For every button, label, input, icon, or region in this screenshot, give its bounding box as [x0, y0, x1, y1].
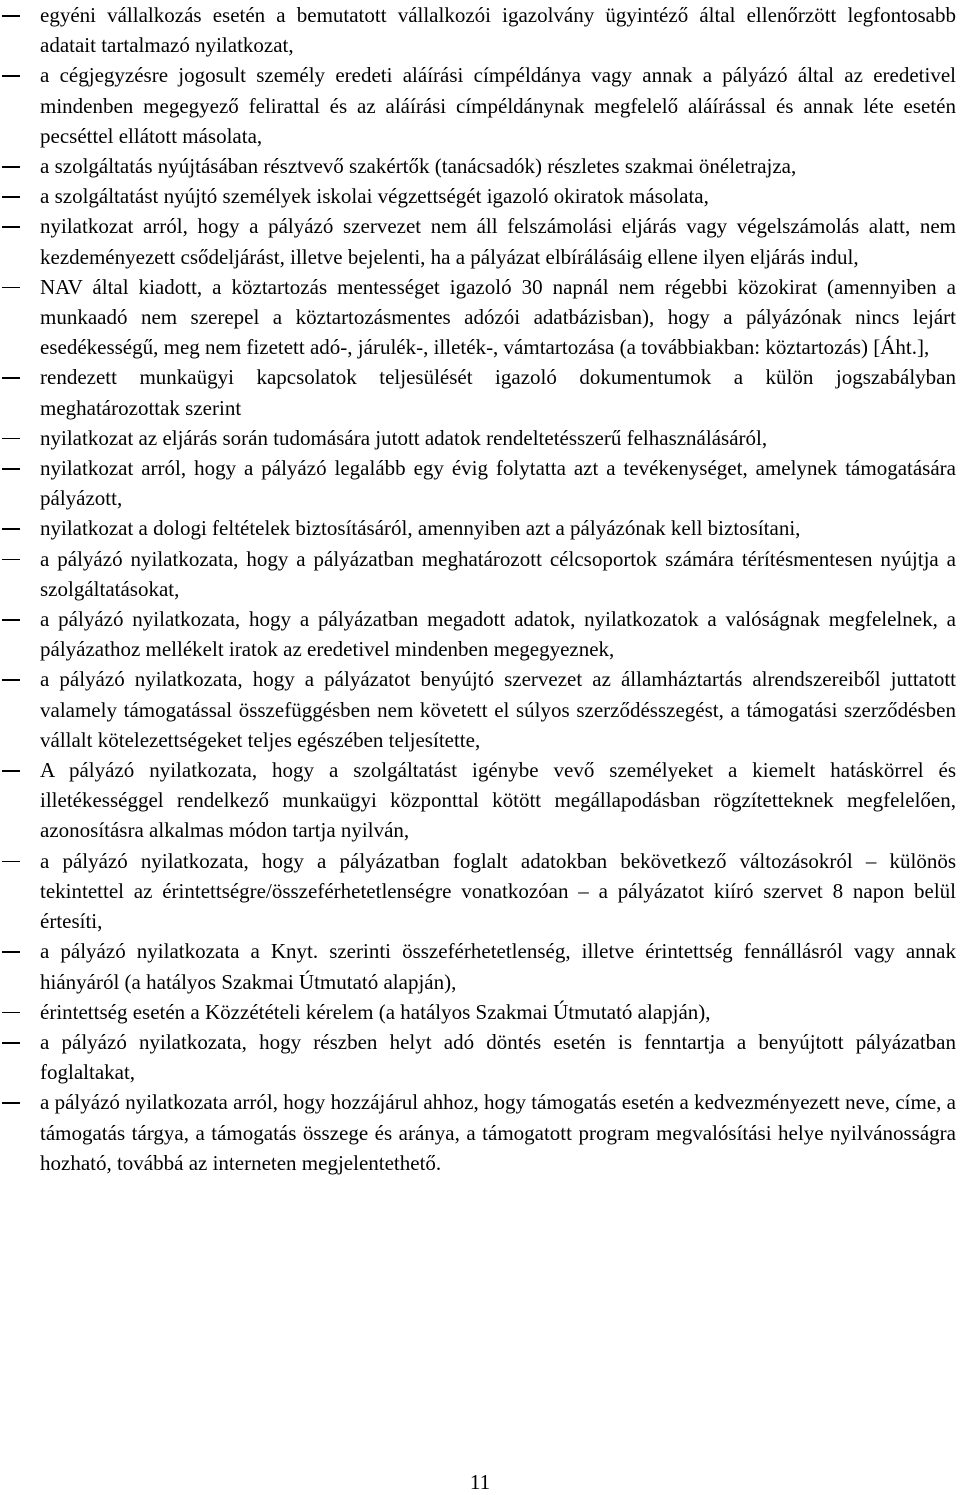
list-item — [40, 544, 956, 604]
list-item-text: a pályázó nyilatkozata, hogy a pályázatban foglalt adatokban bekövetkező változásokról – különös tekintettel az érintettségre/összeférhetetlenségre vonatkozóan – a pályázatot kiíró szervet 8 napon belül értesíti, — [40, 848, 956, 934]
list-item — [40, 272, 956, 363]
list-item-text: érintettség esetén a Közzétételi kérelem (a hatályos Szakmai Útmutató alapján), — [40, 999, 711, 1024]
list-item-text: a pályázó nyilatkozata, hogy a pályázatot benyújtó szervezet az államháztartás alrendszereiből juttatott valamely támogatással összefüggésben nem követett el súlyos szerződésszegést, a támogatási szerződésben vállalt kötelezettségeket teljes egészében teljesítette, — [40, 667, 956, 752]
list-item — [40, 936, 956, 996]
list-item — [40, 453, 956, 513]
list-item — [40, 211, 956, 271]
list-item-text: A pályázó nyilatkozata, hogy a szolgáltatást igénybe vevő személyeket a kiemelt hatáskörrel és illetékességgel rendelkező munkaügyi központtal kötött megállapodásban rögzítetteknek megfelelően, azonosításra alkalmas módon tartja nyilván, — [40, 758, 956, 843]
list-item-text: nyilatkozat az eljárás során tudomására jutott adatok rendeltetésszerű felhasználásáról, — [40, 425, 768, 450]
list-item — [40, 997, 956, 1027]
list-item-text: a szolgáltatást nyújtó személyek iskolai végzettségét igazoló okiratok másolata, — [40, 184, 709, 209]
list-item — [40, 0, 956, 60]
list-item — [40, 423, 956, 453]
list-item — [40, 755, 956, 846]
list-item — [40, 846, 956, 937]
list-item-text: a pályázó nyilatkozata a Knyt. szerinti összeférhetetlenség, illetve érintettség fennállásról vagy annak hiányáról (a hatályos Szakmai Útmutató alapján), — [40, 939, 956, 994]
list-item — [40, 1087, 956, 1178]
list-item-text: a pályázó nyilatkozata, hogy a pályázatban meghatározott célcsoportok számára térítésmentesen nyújtja a szolgáltatásokat, — [40, 546, 956, 601]
list-item — [40, 151, 956, 181]
list-item — [40, 181, 956, 211]
list-item — [40, 362, 956, 422]
list-item — [40, 60, 956, 151]
list-item-text: a szolgáltatás nyújtásában résztvevő szakértők (tanácsadók) részletes szakmai önéletrajza, — [40, 154, 797, 179]
list-item — [40, 604, 956, 664]
list-item-text: nyilatkozat a dologi feltételek biztosításáról, amennyiben azt a pályázónak kell biztosítani, — [40, 516, 801, 541]
list-item-text: rendezett munkaügyi kapcsolatok teljesülését igazoló dokumentumok a külön jogszabályban meghatározottak szerint — [40, 365, 956, 420]
page-number: 11 — [469, 1470, 491, 1494]
list-item-text: nyilatkozat arról, hogy a pályázó legalább egy évig folytatta azt a tevékenységet, amelynek támogatására pályázott, — [40, 456, 956, 511]
list-item — [40, 513, 956, 543]
list-item-text: a pályázó nyilatkozata, hogy részben helyt adó döntés esetén is fenntartja a benyújtott pályázatban foglaltakat, — [40, 1029, 956, 1085]
list-item-text: a pályázó nyilatkozata, hogy a pályázatban megadott adatok, nyilatkozatok a valóságnak megfelelnek, a pályázathoz mellékelt iratok az eredetivel mindenben megegyeznek, — [40, 607, 956, 662]
list-item — [40, 664, 956, 755]
list-item-text: egyéni vállalkozás esetén a bemutatott vállalkozói igazolvány ügyintéző által ellenőrzött legfontosabb adatait tartalmazó nyilatkozat, — [40, 3, 956, 58]
requirements-list — [40, 0, 956, 1178]
list-item-text: NAV által kiadott, a köztartozás mentességet igazoló 30 napnál nem régebbi közokirat (amennyiben a munkaadó nem szerepel a köztartozásmentes adózói adatbázisban), hogy a pályázónak nincs lejárt esedékességű, meg nem fizetett adó-, járulék-, illeték-, vámtartozása (a továbbiakban: köztartozás) [Áht.], — [40, 274, 956, 360]
list-item-text: a pályázó nyilatkozata arról, hogy hozzájárul ahhoz, hogy támogatás esetén a kedvezményezett neve, címe, a támogatás tárgya, a támogatás összege és aránya, a támogatott program megvalósítási helye nyilvánosságra hozható, továbbá az interneten megjelentethető. — [40, 1090, 956, 1175]
list-item-text: nyilatkozat arról, hogy a pályázó szervezet nem áll felszámolási eljárás vagy végelszámolás alatt, nem kezdeményezett csődeljárást, illetve bejelenti, ha a pályázat elbírálásáig ellene ilyen eljárás indul, — [40, 214, 956, 269]
list-item-text: a cégjegyzésre jogosult személy eredeti aláírási címpéldánya vagy annak a pályázó által az eredetivel mindenben megegyező felirattal és az aláírási címpéldánynak megfelelő aláírással és annak léte esetén pecséttel ellátott másolata, — [40, 63, 956, 148]
list-item — [40, 1027, 956, 1087]
